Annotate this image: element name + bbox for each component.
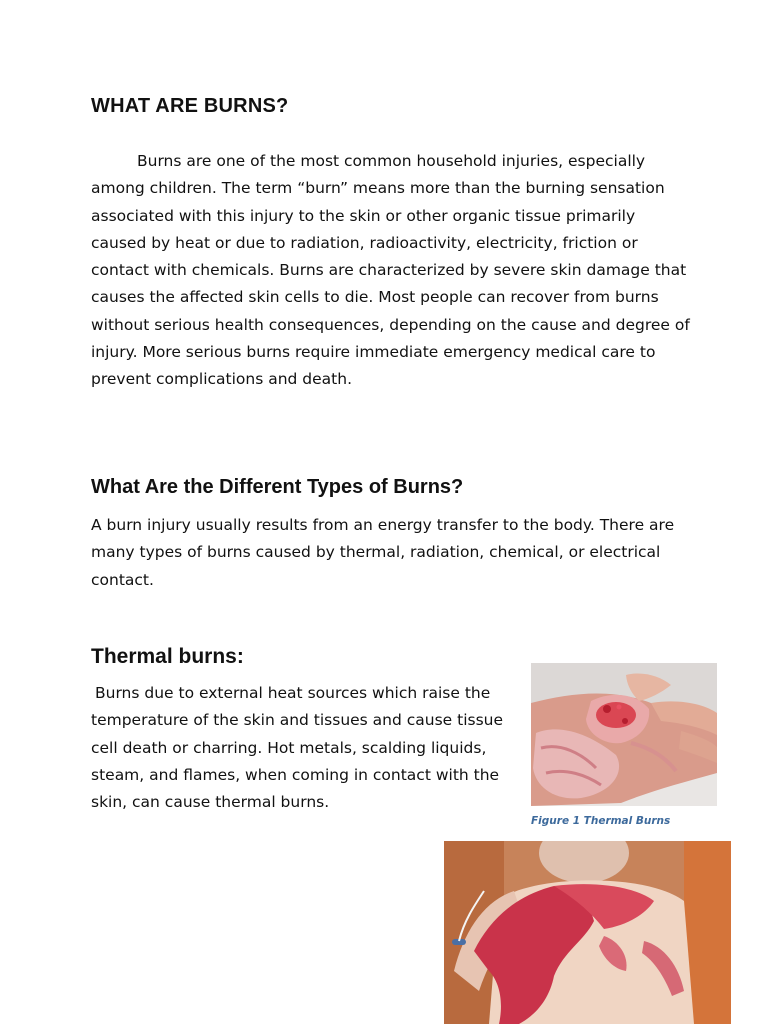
- paragraph-types-of-burns: A burn injury usually results from an energy transfer to the body. There are many types of burns caused by thermal, radiation, chemical, or electrical contact.: [91, 516, 675, 589]
- paragraph-thermal-burns: Burns due to external heat sources which raise the temperature of the skin and tissues and cause tissue cell death or charring. Hot metals, scalding liquids, steam, and flames, when coming in contact with the skin, can cause thermal burns.: [91, 684, 504, 812]
- paragraph-what-are-burns: Burns are one of the most common household injuries, especially among children. The term “burn” means more than the burning sensation associated with this injury to the skin or other organic tissue primarily caused by heat or due to radiation, radioactivity, electricity, friction or contact with chemicals. Burns are characterized by severe skin damage that causes the affected skin cells to die. Most people can recover from burns without serious health consequences, depending on the cause and degree of injury. More serious burns require immediate emergency medical care to prevent complications and death.: [91, 152, 690, 389]
- figure-child-burns: [444, 841, 731, 1024]
- figure1-caption: Figure 1 Thermal Burns: [531, 815, 671, 827]
- heading-thermal-burns: Thermal burns:: [91, 645, 244, 668]
- heading-what-are-burns: WHAT ARE BURNS?: [91, 95, 289, 117]
- figure-thermal-burn-hand: [531, 663, 717, 806]
- heading-types-of-burns: What Are the Different Types of Burns?: [91, 476, 464, 498]
